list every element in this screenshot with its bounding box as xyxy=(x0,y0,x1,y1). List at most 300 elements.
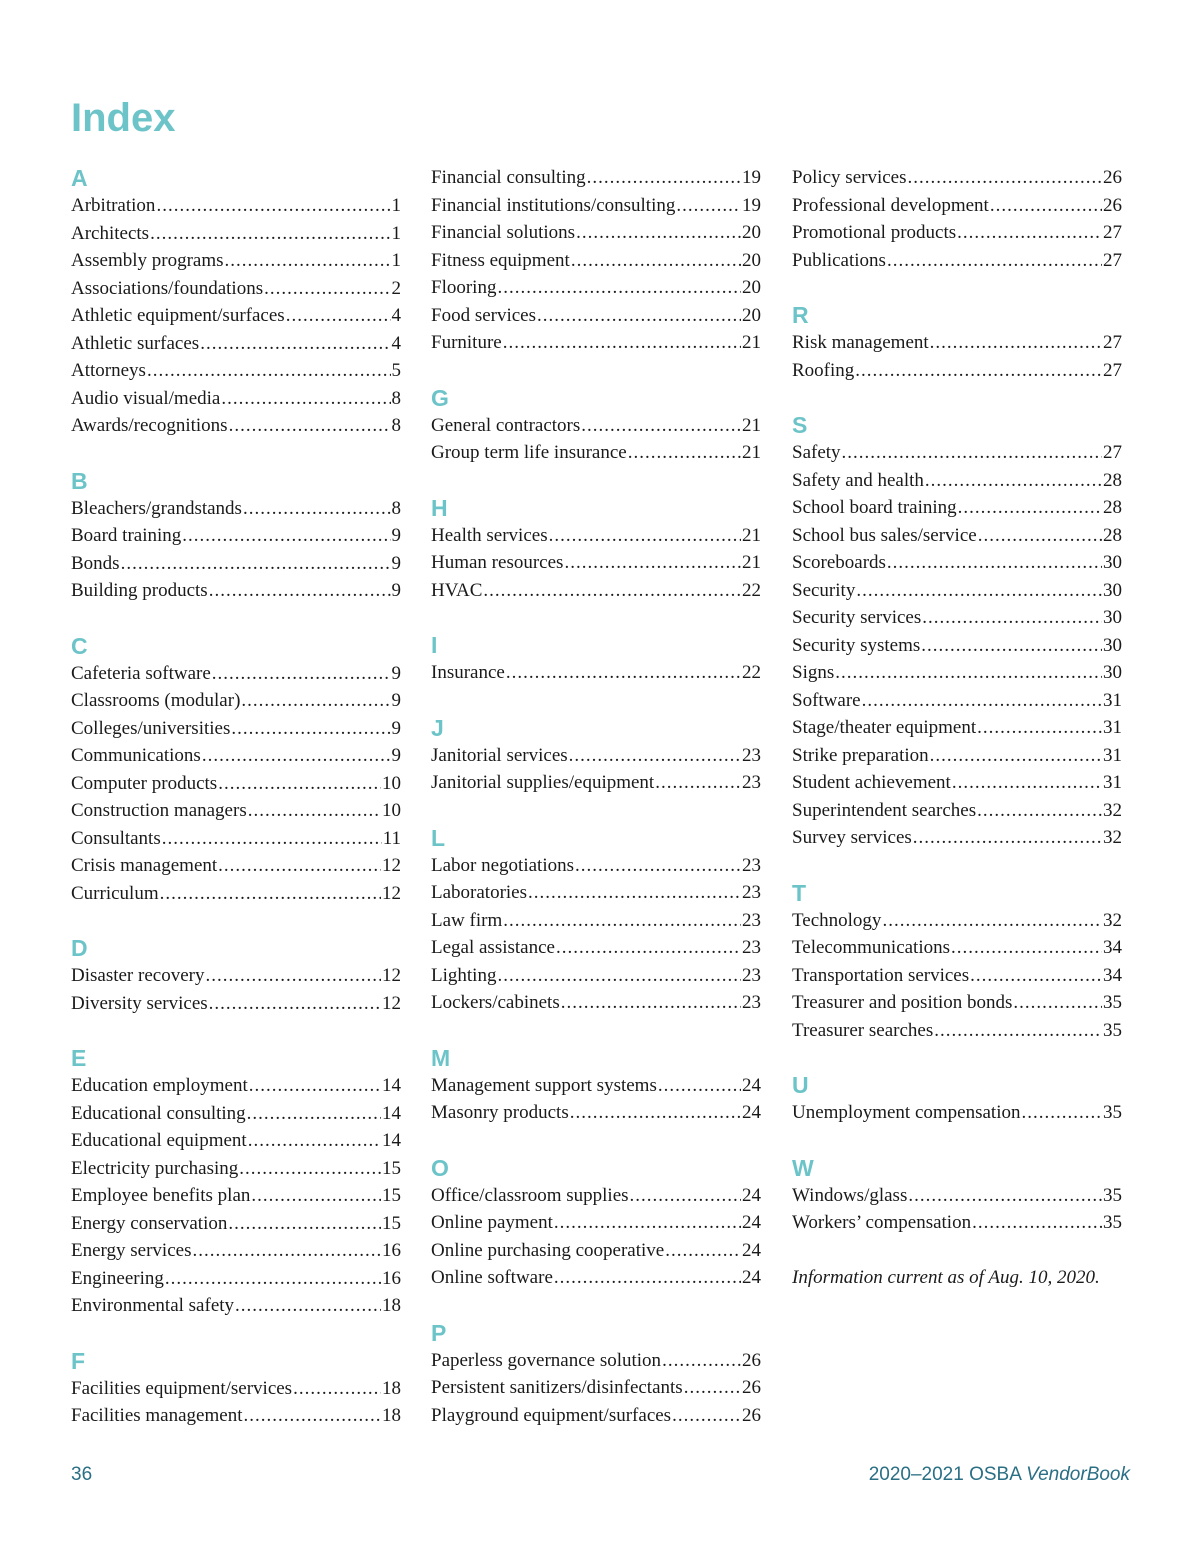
index-entry xyxy=(431,852,761,880)
index-entry xyxy=(431,1182,761,1210)
index-entry xyxy=(431,1402,761,1430)
index-entry xyxy=(71,1237,401,1265)
dot-leader xyxy=(147,357,391,385)
entry-page: 35 xyxy=(1103,1019,1122,1041)
index-entry xyxy=(71,1155,401,1183)
index-entry xyxy=(71,1265,401,1293)
index-entry xyxy=(71,797,401,825)
dot-leader xyxy=(497,962,741,990)
dot-leader xyxy=(554,1209,741,1237)
entry-page: 21 xyxy=(742,332,761,353)
index-entry xyxy=(71,1375,401,1403)
entry-term: Online purchasing cooperative xyxy=(431,1239,665,1261)
entry-page: 28 xyxy=(1103,524,1122,546)
entry-page: 21 xyxy=(742,442,761,463)
index-entry xyxy=(431,219,761,247)
entry-term: Workers’ compensation xyxy=(792,1212,972,1233)
entry-term: Fitness equipment xyxy=(431,249,570,271)
entry-page: 11 xyxy=(382,827,401,849)
index-entry xyxy=(431,1347,761,1375)
entry-page: 14 xyxy=(382,1102,401,1124)
dot-leader xyxy=(200,330,390,358)
dot-leader xyxy=(192,1237,381,1265)
footer-book-title xyxy=(869,1464,1130,1486)
entry-term: Facilities management xyxy=(71,1405,243,1426)
dot-leader xyxy=(165,1265,381,1293)
index-column-3 xyxy=(792,164,1122,1291)
index-section xyxy=(792,879,1122,1045)
section-letter: I xyxy=(431,632,438,658)
index-entry xyxy=(71,880,401,908)
entry-term: School bus sales/service xyxy=(792,524,977,546)
entry-page: 4 xyxy=(391,332,401,354)
entry-term: Playground equipment/surfaces xyxy=(431,1404,672,1426)
entry-term: Cafeteria software xyxy=(71,662,211,684)
index-section xyxy=(71,1347,401,1430)
entry-page: 24 xyxy=(742,1239,761,1261)
dot-leader xyxy=(156,192,390,220)
entry-page: 26 xyxy=(742,1404,761,1426)
index-entry xyxy=(431,1374,761,1402)
entry-term: Software xyxy=(792,689,861,711)
dot-leader xyxy=(202,742,391,770)
index-entry xyxy=(431,989,761,1017)
entry-page: 23 xyxy=(742,937,761,958)
dot-leader xyxy=(162,825,382,853)
index-entry xyxy=(71,1127,401,1155)
entry-term: Flooring xyxy=(431,277,497,298)
dot-leader xyxy=(241,687,390,715)
index-entry xyxy=(792,1099,1122,1127)
entry-page: 32 xyxy=(1103,827,1122,848)
index-entry xyxy=(431,1264,761,1292)
index-entry xyxy=(792,1017,1122,1045)
dot-leader xyxy=(958,494,1102,522)
index-entry xyxy=(792,687,1122,715)
dot-leader xyxy=(676,192,741,220)
entry-term: Curriculum xyxy=(71,882,159,904)
entry-term: Board training xyxy=(71,525,182,546)
index-entry xyxy=(71,577,401,605)
entry-term: Security xyxy=(792,579,856,601)
entry-term: HVAC xyxy=(431,579,483,601)
index-entry xyxy=(71,385,401,413)
entry-term: Arbitration xyxy=(71,195,156,216)
dot-leader xyxy=(835,659,1102,687)
entry-page: 2 xyxy=(391,277,401,299)
entry-page: 14 xyxy=(382,1075,401,1096)
entry-page: 24 xyxy=(742,1267,761,1288)
index-entry xyxy=(71,742,401,770)
dot-leader xyxy=(672,1402,741,1430)
entry-page: 16 xyxy=(382,1240,401,1261)
dot-leader xyxy=(855,357,1102,385)
entry-term: Audio visual/media xyxy=(71,387,221,409)
dot-leader xyxy=(564,549,741,577)
entry-page: 24 xyxy=(742,1212,761,1233)
entry-page: 23 xyxy=(742,909,761,931)
dot-leader xyxy=(528,879,741,907)
dot-leader xyxy=(934,1017,1102,1045)
entry-term: Roofing xyxy=(792,359,855,381)
index-entry xyxy=(71,1210,401,1238)
entry-page: 5 xyxy=(391,360,401,381)
dot-leader xyxy=(243,495,391,523)
index-section xyxy=(792,164,1122,274)
entry-page: 30 xyxy=(1103,662,1122,683)
index-section xyxy=(431,1154,761,1292)
index-entry xyxy=(792,824,1122,852)
entry-term: Furniture xyxy=(431,332,502,353)
index-entry xyxy=(792,577,1122,605)
index-entry xyxy=(71,990,401,1018)
index-entry xyxy=(71,770,401,798)
entry-page: 35 xyxy=(1103,1102,1122,1123)
entry-page: 32 xyxy=(1103,799,1122,821)
entry-term: Athletic surfaces xyxy=(71,332,200,354)
dot-leader xyxy=(575,852,741,880)
index-section xyxy=(71,164,401,440)
entry-term: Student achievement xyxy=(792,772,951,793)
index-entry xyxy=(431,907,761,935)
index-entry xyxy=(71,852,401,880)
index-entry xyxy=(71,687,401,715)
index-section xyxy=(71,1044,401,1320)
section-letter: B xyxy=(71,467,88,494)
index-entry xyxy=(431,412,761,440)
entry-term: Employee benefits plan xyxy=(71,1185,251,1206)
entry-term: Associations/foundations xyxy=(71,277,264,299)
entry-page: 35 xyxy=(1103,1184,1122,1206)
entry-page: 19 xyxy=(742,194,761,216)
entry-page: 14 xyxy=(382,1130,401,1151)
dot-leader xyxy=(561,989,741,1017)
index-section xyxy=(71,632,401,908)
entry-page: 9 xyxy=(391,525,401,546)
index-section xyxy=(431,1319,761,1430)
entry-page: 9 xyxy=(391,552,401,574)
index-entry xyxy=(431,742,761,770)
entry-page: 27 xyxy=(1103,332,1122,353)
dot-leader xyxy=(972,1209,1102,1237)
entry-page: 22 xyxy=(742,662,761,683)
entry-page: 22 xyxy=(742,579,761,601)
entry-page: 35 xyxy=(1103,1212,1122,1233)
dot-leader xyxy=(503,329,741,357)
index-entry xyxy=(71,1292,401,1320)
entry-term: Educational equipment xyxy=(71,1130,247,1151)
dot-leader xyxy=(930,329,1102,357)
index-section xyxy=(431,494,761,605)
dot-leader xyxy=(537,302,741,330)
index-section xyxy=(792,301,1122,384)
entry-page: 23 xyxy=(742,772,761,793)
index-entry xyxy=(792,934,1122,962)
dot-leader xyxy=(921,632,1102,660)
entry-term: Survey services xyxy=(792,827,912,848)
index-entry xyxy=(792,769,1122,797)
dot-leader xyxy=(581,412,741,440)
entry-page: 8 xyxy=(391,387,401,409)
entry-term: Diversity services xyxy=(71,992,208,1014)
dot-leader xyxy=(978,522,1102,550)
entry-term: Bleachers/grandstands xyxy=(71,497,242,519)
index-entry xyxy=(792,714,1122,742)
index-entry xyxy=(431,962,761,990)
entry-page: 1 xyxy=(391,222,401,244)
entry-page: 12 xyxy=(382,965,401,986)
entry-page: 1 xyxy=(391,195,401,216)
dot-leader xyxy=(569,742,741,770)
dot-leader xyxy=(684,1374,741,1402)
section-letter: A xyxy=(71,165,88,191)
entry-term: Financial solutions xyxy=(431,222,576,243)
dot-leader xyxy=(483,577,741,605)
entry-term: Management support systems xyxy=(431,1074,657,1096)
section-letter: U xyxy=(792,1072,809,1098)
section-letter: T xyxy=(792,879,807,906)
entry-term: Persistent sanitizers/disinfectants xyxy=(431,1377,683,1398)
entry-page: 35 xyxy=(1103,992,1122,1013)
dot-leader xyxy=(658,1072,741,1100)
index-section xyxy=(431,631,761,687)
section-letter: H xyxy=(431,494,448,521)
entry-page: 10 xyxy=(382,800,401,821)
index-entry xyxy=(431,549,761,577)
entry-term: Human resources xyxy=(431,552,564,573)
page-title: Index xyxy=(71,96,176,140)
entry-page: 18 xyxy=(382,1377,401,1399)
dot-leader xyxy=(248,797,381,825)
dot-leader xyxy=(239,1155,381,1183)
entry-term: Promotional products xyxy=(792,222,957,243)
entry-term: Group term life insurance xyxy=(431,442,627,463)
index-column-1 xyxy=(71,164,401,1430)
entry-page: 19 xyxy=(742,167,761,188)
entry-page: 30 xyxy=(1103,579,1122,601)
section-letter: D xyxy=(71,935,88,961)
section-letter: E xyxy=(71,1045,87,1071)
entry-term: Janitorial services xyxy=(431,744,568,766)
entry-term: Lockers/cabinets xyxy=(431,992,560,1013)
dot-leader xyxy=(218,852,381,880)
dot-leader xyxy=(882,907,1102,935)
entry-page: 27 xyxy=(1103,222,1122,243)
entry-page: 20 xyxy=(742,222,761,243)
entry-page: 26 xyxy=(1103,167,1122,188)
entry-term: Disaster recovery xyxy=(71,965,205,986)
entry-page: 32 xyxy=(1103,909,1122,931)
entry-page: 18 xyxy=(382,1405,401,1426)
entry-page: 9 xyxy=(391,580,401,601)
dot-leader xyxy=(925,467,1102,495)
dot-leader xyxy=(121,550,391,578)
index-entry xyxy=(792,1182,1122,1210)
entry-page: 27 xyxy=(1103,249,1122,271)
dot-leader xyxy=(587,164,741,192)
index-entry xyxy=(71,412,401,440)
index-entry xyxy=(71,247,401,275)
dot-leader xyxy=(249,1072,381,1100)
entry-term: Treasurer searches xyxy=(792,1019,934,1041)
index-section xyxy=(792,411,1122,852)
entry-term: School board training xyxy=(792,497,957,518)
dot-leader xyxy=(922,604,1102,632)
index-entry xyxy=(71,357,401,385)
index-entry xyxy=(71,1100,401,1128)
dot-leader xyxy=(549,522,741,550)
index-entry xyxy=(71,495,401,523)
entry-term: Technology xyxy=(792,909,882,931)
entry-page: 10 xyxy=(382,772,401,794)
entry-term: Safety xyxy=(792,442,841,463)
entry-page: 15 xyxy=(382,1185,401,1206)
entry-page: 12 xyxy=(382,855,401,876)
index-entry xyxy=(792,962,1122,990)
index-entry xyxy=(431,302,761,330)
index-entry xyxy=(71,522,401,550)
entry-term: Classrooms (modular) xyxy=(71,690,241,711)
entry-term: Facilities equipment/services xyxy=(71,1377,293,1399)
entry-term: Health services xyxy=(431,524,548,546)
entry-term: Unemployment compensation xyxy=(792,1102,1021,1123)
dot-leader xyxy=(556,934,741,962)
index-section xyxy=(431,714,761,797)
dot-leader xyxy=(930,742,1102,770)
entry-term: Engineering xyxy=(71,1267,164,1289)
index-entry xyxy=(792,797,1122,825)
entry-page: 9 xyxy=(391,662,401,684)
footer-page-number: 36 xyxy=(71,1464,93,1485)
index-entry xyxy=(71,302,401,330)
index-entry xyxy=(431,522,761,550)
entry-page: 21 xyxy=(742,524,761,546)
entry-page: 26 xyxy=(742,1377,761,1398)
dot-leader xyxy=(229,412,391,440)
entry-page: 4 xyxy=(391,305,401,326)
dot-leader xyxy=(957,219,1102,247)
entry-page: 16 xyxy=(382,1267,401,1289)
index-entry xyxy=(792,192,1122,220)
entry-page: 20 xyxy=(742,249,761,271)
entry-term: Crisis management xyxy=(71,855,218,876)
entry-term: Signs xyxy=(792,662,835,683)
index-section xyxy=(431,164,761,357)
entry-page: 1 xyxy=(391,250,401,271)
info-note: Information current as of Aug. 10, 2020. xyxy=(792,1266,1100,1288)
dot-leader xyxy=(251,1182,381,1210)
dot-leader xyxy=(182,522,390,550)
entry-page: 23 xyxy=(742,882,761,903)
dot-leader xyxy=(1013,989,1102,1017)
index-entry xyxy=(792,907,1122,935)
section-letter: P xyxy=(431,1319,447,1346)
index-entry xyxy=(792,522,1122,550)
index-entry xyxy=(71,330,401,358)
dot-leader xyxy=(913,824,1102,852)
section-letter: R xyxy=(792,302,809,328)
dot-leader xyxy=(990,192,1102,220)
entry-page: 12 xyxy=(382,882,401,904)
entry-term: Energy conservation xyxy=(71,1212,228,1234)
entry-term: Safety and health xyxy=(792,469,924,491)
index-section xyxy=(431,384,761,467)
entry-page: 30 xyxy=(1103,634,1122,656)
dot-leader xyxy=(862,687,1102,715)
entry-term: Professional development xyxy=(792,194,989,216)
index-entry xyxy=(431,1072,761,1100)
dot-leader xyxy=(952,769,1102,797)
dot-leader xyxy=(231,715,390,743)
index-entry xyxy=(792,1209,1122,1237)
entry-page: 21 xyxy=(742,552,761,573)
entry-page: 9 xyxy=(391,690,401,711)
dot-leader xyxy=(247,1100,381,1128)
entry-term: Security systems xyxy=(792,634,921,656)
entry-page: 26 xyxy=(1103,194,1122,216)
entry-term: Financial consulting xyxy=(431,167,586,188)
index-entry xyxy=(431,1099,761,1127)
index-section xyxy=(71,467,401,605)
dot-leader xyxy=(908,164,1102,192)
entry-term: Architects xyxy=(71,222,150,244)
index-entry xyxy=(792,329,1122,357)
entry-term: Lighting xyxy=(431,964,497,986)
dot-leader xyxy=(497,274,741,302)
entry-page: 20 xyxy=(742,277,761,298)
entry-page: 8 xyxy=(391,497,401,519)
index-entry xyxy=(431,769,761,797)
dot-leader xyxy=(248,1127,381,1155)
entry-page: 18 xyxy=(382,1295,401,1316)
dot-leader xyxy=(160,880,381,908)
entry-term: Telecommunications xyxy=(792,937,951,958)
entry-page: 9 xyxy=(391,745,401,766)
index-entry xyxy=(71,192,401,220)
entry-page: 31 xyxy=(1103,772,1122,793)
entry-term: Communications xyxy=(71,745,201,766)
entry-page: 15 xyxy=(382,1212,401,1234)
entry-page: 27 xyxy=(1103,442,1122,463)
index-entry xyxy=(431,1237,761,1265)
dot-leader xyxy=(554,1264,741,1292)
entry-term: Financial institutions/consulting xyxy=(431,194,676,216)
dot-leader xyxy=(150,220,390,248)
index-entry xyxy=(431,247,761,275)
entry-page: 28 xyxy=(1103,469,1122,491)
entry-term: Treasurer and position bonds xyxy=(792,992,1013,1013)
dot-leader xyxy=(887,247,1102,275)
index-entry xyxy=(71,220,401,248)
dot-leader xyxy=(887,549,1102,577)
entry-term: Online payment xyxy=(431,1212,553,1233)
dot-leader xyxy=(218,770,381,798)
section-letter: C xyxy=(71,632,88,659)
entry-page: 26 xyxy=(742,1349,761,1371)
dot-leader xyxy=(503,907,741,935)
index-entry xyxy=(71,660,401,688)
entry-term: Bonds xyxy=(71,552,120,574)
index-entry xyxy=(792,439,1122,467)
entry-term: Computer products xyxy=(71,772,218,794)
index-section xyxy=(431,1044,761,1127)
index-entry xyxy=(431,274,761,302)
entry-term: Consultants xyxy=(71,827,161,849)
index-entry xyxy=(431,659,761,687)
entry-term: Athletic equipment/surfaces xyxy=(71,305,285,326)
entry-page: 30 xyxy=(1103,607,1122,628)
section-letter: S xyxy=(792,412,808,438)
